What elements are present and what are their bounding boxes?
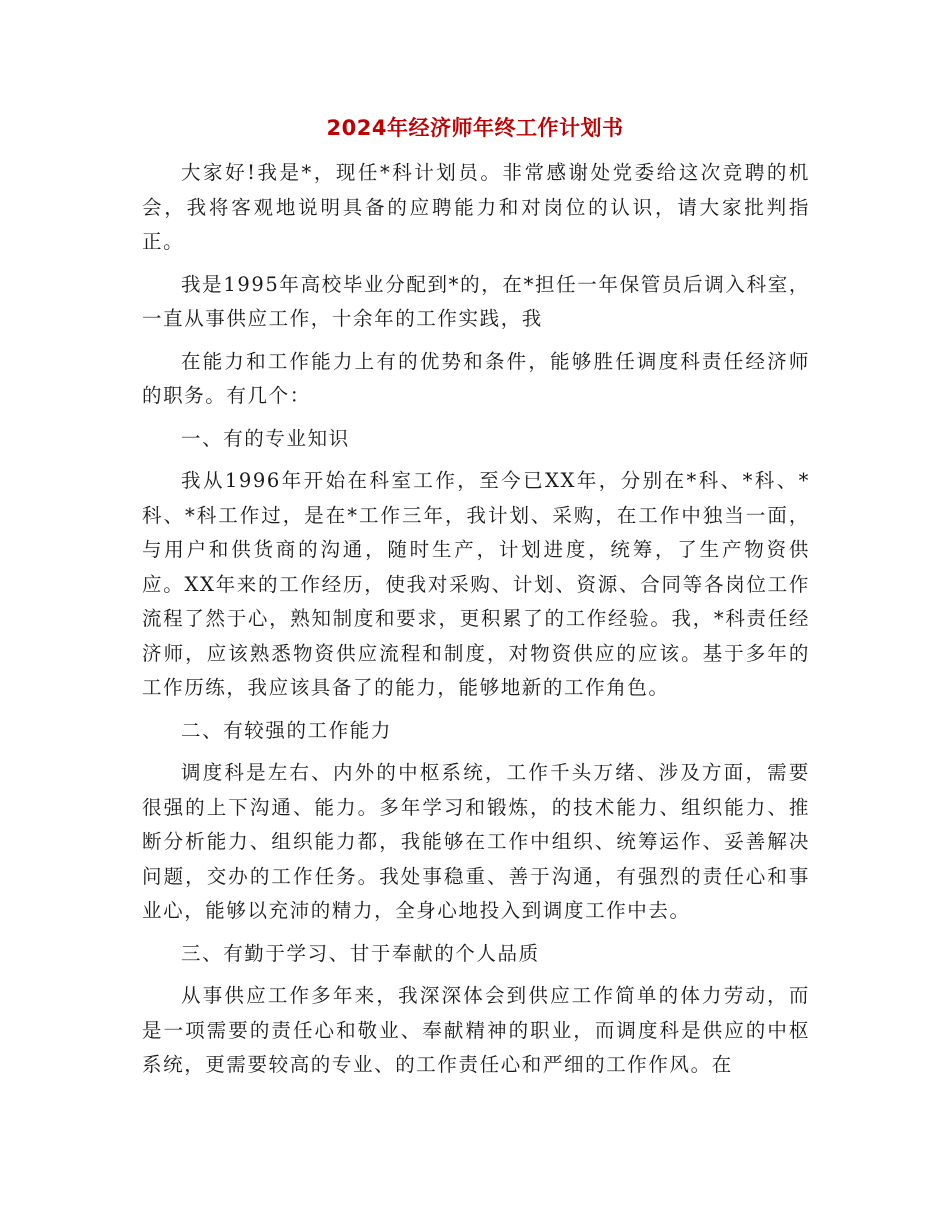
- document-title: 2024年经济师年终工作计划书: [326, 116, 624, 140]
- paragraph-ability: 调度科是左右、内外的中枢系统，工作千头万绪、涉及方面，需要很强的上下沟通、能力。多年学习和锻炼，的技术能力、组织能力、推断分析能力、组织能力都，我能够在工作中组织、统筹运作、妥善解决问题，交办的工作任务。我处事稳重、善于沟通，有强烈的责任心和事业心，能够以充沛的精力，全身心地投入到调度工作中去。: [142, 761, 810, 922]
- section-heading-1: 一、有的专业知识: [181, 426, 350, 450]
- document-body: [142, 156, 810, 1091]
- paragraph-character: 从事供应工作多年来，我深深体会到供应工作简单的体力劳动，而是一项需要的责任心和敬业、奉献精神的职业，而调度科是供应的中枢系统，更需要较高的专业、的工作责任心和严细的工作作风。在: [142, 984, 810, 1076]
- paragraph-background: 我是1995年高校毕业分配到*的，在*担任一年保管员后调入科室，一直从事供应工作，十余年的工作实践，我: [142, 272, 810, 330]
- paragraph-experience: 我从1996年开始在科室工作，至今已XX年，分别在*科、*科、*科、*科工作过，是在*工作三年，我计划、采购，在工作中独当一面，与用户和供货商的沟通，随时生产，计划进度，统筹，了生产物资供应。XX年来的工作经历，使我对采购、计划、资源、合同等各岗位工作流程了然于心，熟知制度和要求，更积累了的工作经验。我，*科责任经济师，应该熟悉物资供应流程和制度，对物资供应的应该。基于多年的工作历练，我应该具备了的能力，能够地新的工作角色。: [142, 469, 810, 699]
- paragraph-qualification: 在能力和工作能力上有的优势和条件，能够胜任调度科责任经济师的职务。有几个：: [142, 349, 810, 407]
- paragraph-greeting: 大家好!我是*，现任*科计划员。非常感谢处党委给这次竞聘的机会，我将客观地说明具备的应聘能力和对岗位的认识，请大家批判指正。: [142, 161, 810, 253]
- section-heading-3: 三、有勤于学习、甘于奉献的个人品质: [181, 941, 540, 965]
- section-heading-2: 二、有较强的工作能力: [181, 718, 393, 742]
